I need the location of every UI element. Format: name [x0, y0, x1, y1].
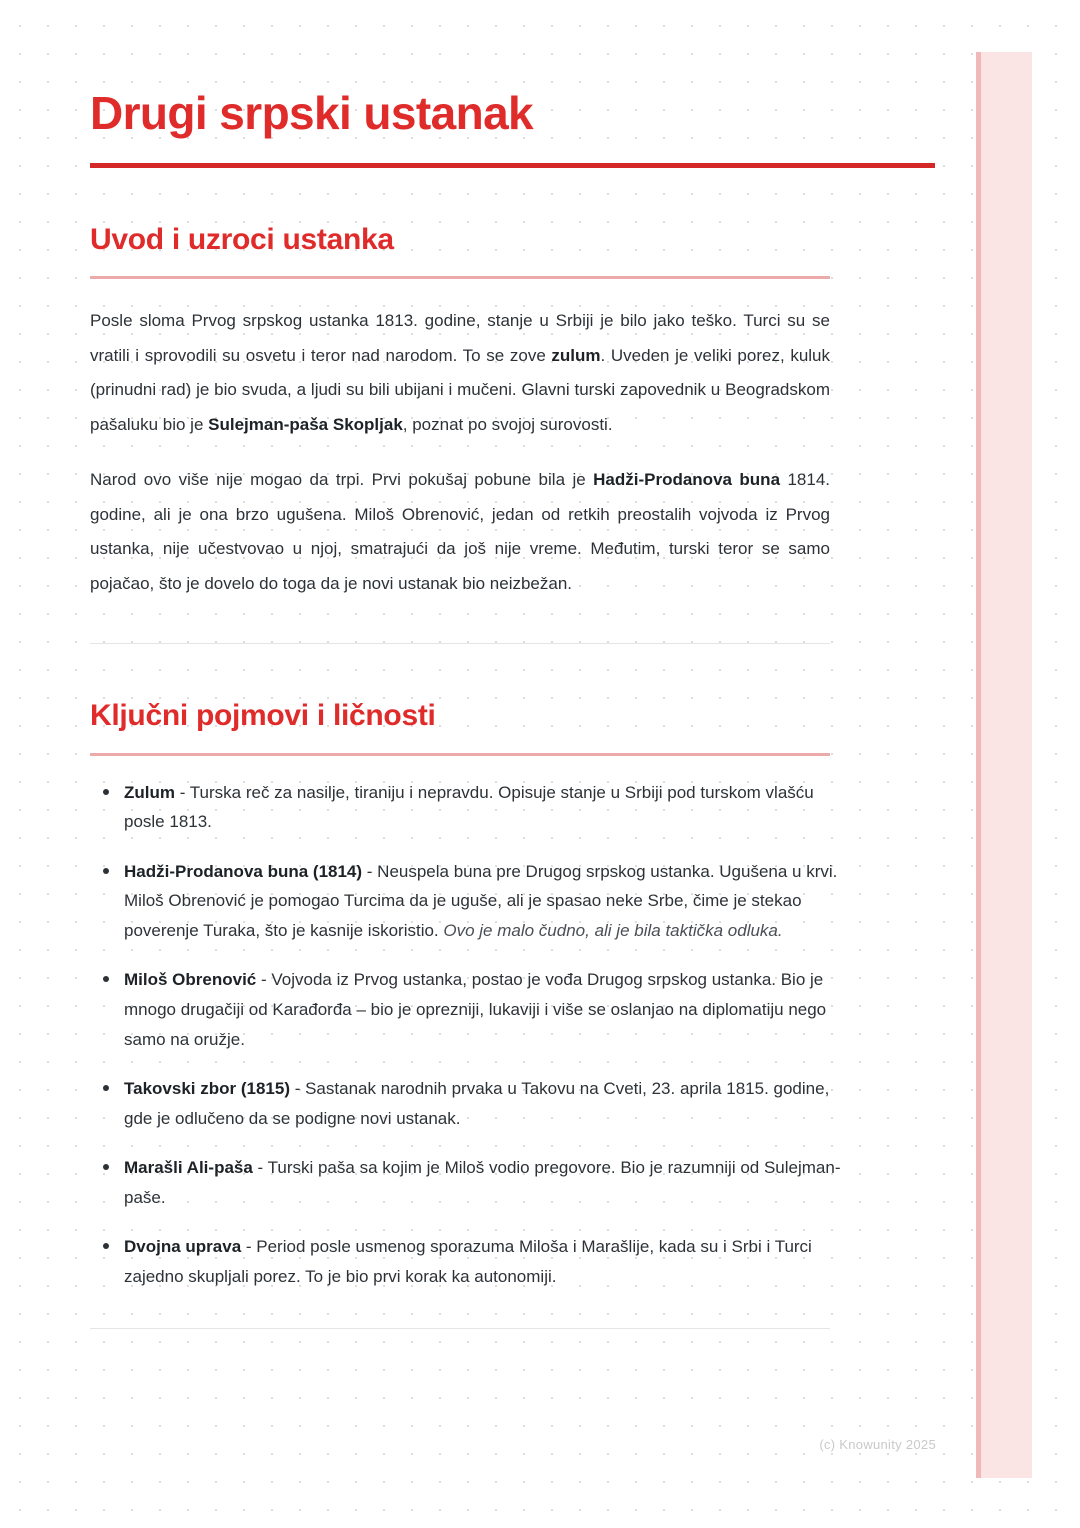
- emphasis-bold: Hadži-Prodanova buna: [593, 470, 781, 490]
- text-run: - Period posle usmenog sporazuma Miloša i Marašlije, kada su i Srbi i Turci zajedno skupljali porez. To je bio prvi korak ka autonomiji.: [124, 1237, 812, 1287]
- text-run: Narod ovo više nije mogao da trpi. Prvi pokušaj pobune bila je: [90, 470, 594, 490]
- list-item-text: [124, 1158, 841, 1207]
- bullet-dot-icon: [103, 868, 109, 874]
- list-item: [90, 1153, 848, 1212]
- section-heading-intro: Uvod i uzroci ustanka: [90, 222, 394, 256]
- emphasis-italic: Ovo je malo čudno, ali je bila taktička odluka.: [443, 920, 783, 940]
- text-run: , poznat po svojoj surovosti.: [402, 414, 613, 434]
- copyright-watermark: (c) Knowunity 2025: [819, 1437, 936, 1452]
- emphasis-bold: Miloš Obrenović: [124, 970, 257, 990]
- list-item-text: [124, 862, 837, 940]
- emphasis-bold: Zulum: [124, 782, 175, 802]
- list-item-text: [124, 1237, 812, 1286]
- list-item: [90, 1232, 848, 1291]
- section-heading-key-terms: Ključni pojmovi i ličnosti: [90, 699, 436, 733]
- intro-paragraph-1: [90, 279, 830, 442]
- bullet-dot-icon: [103, 1243, 109, 1249]
- document-content: [90, 0, 936, 1329]
- emphasis-bold: zulum: [551, 345, 601, 365]
- text-run: - Neuspela buna pre Drugog srpskog ustanka. Ugušena u krvi. Miloš Obrenović je pomogao Turcima da je uguše, ali je spasao neke Srbe, čime je stekao poverenje Turaka, što je kasnije iskoristio.: [124, 861, 838, 940]
- list-item-text: [124, 970, 826, 1048]
- emphasis-bold: Dvojna uprava: [124, 1237, 242, 1257]
- intro-paragraph-2: [90, 442, 830, 601]
- text-run: - Turska reč za nasilje, tiraniju i nepravdu. Opisuje stanje u Srbiji pod turskom vlašću posle 1813.: [124, 782, 814, 832]
- bullet-dot-icon: [103, 789, 109, 795]
- footer-divider: [90, 1328, 830, 1329]
- text-run: - Sastanak narodnih prvaka u Takovu na Cveti, 23. aprila 1815. godine, gde je odlučeno da se podigne novi ustanak.: [124, 1079, 830, 1128]
- text-run: . Uveden je veliki porez, kuluk (prinudni rad) je bio svuda, a ljudi su bili ubijani i mučeni. Glavni turski zapovednik u Beogradskom pašaluku bio je: [90, 345, 831, 434]
- emphasis-bold: Hadži-Prodanova buna (1814): [124, 861, 363, 881]
- bullet-dot-icon: [103, 976, 109, 982]
- bullet-dot-icon: [103, 1085, 109, 1091]
- list-item: [90, 965, 848, 1054]
- right-edge-stripe: [976, 52, 1032, 1478]
- page-title: Drugi srpski ustanak: [90, 87, 534, 139]
- text-run: - Vojvoda iz Prvog ustanka, postao je vođa Drugog srpskog ustanka. Bio je mnogo drugačiji od Karađorđa – bio je oprezniji, lukaviji i više se oslanjao na diplomatiju nego samo na oružje.: [124, 970, 827, 1049]
- bullet-dot-icon: [103, 1164, 109, 1170]
- list-item-text: [124, 783, 814, 832]
- list-item: [90, 857, 848, 946]
- text-run: - Turski paša sa kojim je Miloš vodio pregovore. Bio je razumniji od Sulejman-paše.: [124, 1158, 841, 1207]
- emphasis-bold: Takovski zbor (1815): [124, 1079, 290, 1099]
- emphasis-bold: Sulejman-paša Skopljak: [208, 414, 403, 434]
- list-item: [90, 778, 848, 837]
- text-run: 1814. godine, ali je ona brzo ugušena. Miloš Obrenović, jedan od retkih preostalih vojvoda iz Prvog ustanka, nije učestvovao u njoj, smatrajući da još nije vreme. Međutim, turski teror se samo pojačao, što je dovelo do toga da je novi ustanak bio neizbežan.: [90, 470, 831, 593]
- key-terms-list: [90, 756, 848, 1292]
- list-item-text: [124, 1079, 829, 1128]
- emphasis-bold: Marašli Ali-paša: [124, 1158, 253, 1178]
- text-run: Posle sloma Prvog srpskog ustanka 1813. godine, stanje u Srbiji je bilo jako teško. Turci su se vratili i sprovodili su osvetu i teror nad narodom. To se zove: [90, 311, 830, 365]
- list-item: [90, 1074, 848, 1133]
